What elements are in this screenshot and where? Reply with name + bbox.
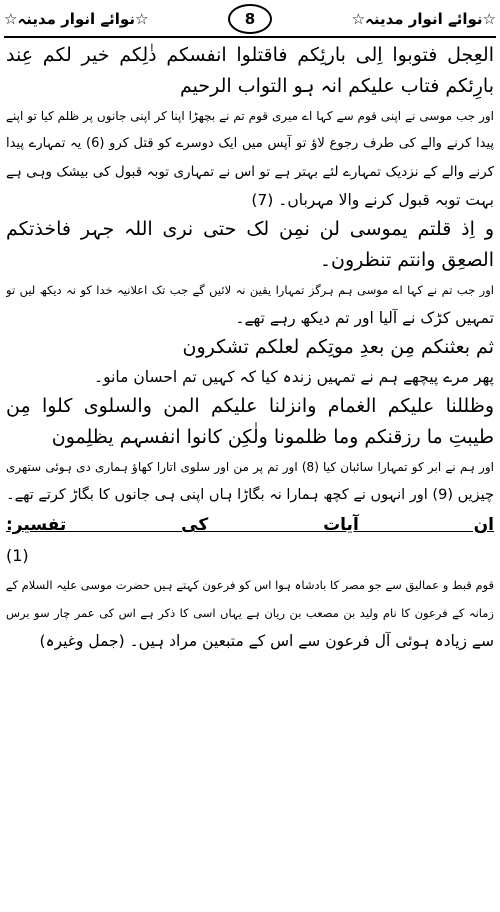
urdu-translation-line: سے زیادہ ہوئی آل فرعون سے اس کے متبعین مراد ہیں۔ (جمل وغیرہ) bbox=[39, 632, 494, 650]
urdu-translation-line: زمانہ کے فرعون کا نام ولید بن مصعب بن ریان ہے یہاں اسی کا ذکر ہے اس کی عمر چار سو برس bbox=[6, 606, 494, 620]
urdu-translation-line: چیزیں (9) اور انہوں نے کچھ ہمارا نہ بگاڑا ہاں اپنی ہی جانوں کا بگاڑ کرتے تھے۔ bbox=[6, 487, 494, 503]
arabic-verse-line: العِجل فتوبوا اِلی بارئِکم فاقتلوا انفسکم ذٰلِکم خیر لکم عِند bbox=[6, 44, 494, 66]
arabic-verse-line: ثم بعثنکم مِن بعدِ موتِکم لعلکم تشکرون bbox=[182, 336, 494, 358]
header-title-right: ☆نوائے انوار مدینہ☆ bbox=[351, 10, 496, 28]
page-number-badge bbox=[228, 4, 272, 34]
urdu-translation-line: پیدا کرنے والے کی طرف رجوع لاؤ تو آپس میں ایک دوسرے کو قتل کرو (6) یہ تمہارے پیدا bbox=[6, 136, 494, 151]
arabic-verse-line: بارِئکم فتاب علیکم انہ ہو التواب الرحیم bbox=[179, 75, 494, 97]
arabic-verse-line: و اِذ قلتم یموسی لن نمِن لک حتی نری اللہ جہر فاخذتکم bbox=[6, 218, 494, 240]
page-body bbox=[6, 40, 494, 655]
urdu-translation-line: کرنے والے کے نزدیک تمہارے لئے بہتر ہے تو اس نے تمہاری توبہ قبول کی بیشک وہی ہے bbox=[6, 164, 494, 180]
arabic-verse-line: طیبتِ ما رزقنکم وما ظلمونا ولٰکِن کانوا انفسہم یظلِمون bbox=[51, 426, 494, 448]
urdu-translation-line: اور جب تم نے کہا اے موسی ہم ہرگز تمہارا یقین نہ لائیں گے جب تک اعلانیہ خدا کو نہ دیکھ لیں تو bbox=[6, 283, 494, 297]
section-heading: ان آیات کی تفسیر: bbox=[6, 515, 494, 535]
urdu-translation-line: تمہیں کڑک نے آلیا اور تم دیکھ رہے تھے۔ bbox=[235, 309, 494, 327]
page-header bbox=[4, 4, 496, 34]
header-divider bbox=[4, 36, 496, 38]
urdu-translation-line: اور ہم نے ابر کو تمہارا سائبان کیا (8) اور تم پر من اور سلوی اتارا کھاؤ ہماری دی ہوئی ستھری bbox=[6, 460, 494, 474]
urdu-translation-line: قوم قبط و عمالیق سے جو مصر کا بادشاہ ہوا اس کو فرعون کہتے ہیں حضرت موسی علیہ السلام کے bbox=[6, 578, 494, 592]
urdu-translation-line: بہت توبہ قبول کرنے والا مہرباں۔ (7) bbox=[251, 191, 494, 209]
header-title-left: ☆نوائے انوار مدینہ☆ bbox=[4, 10, 149, 28]
arabic-verse-line: وظللنا علیکم الغمام وانزلنا علیکم المن والسلوی کلوا مِن bbox=[6, 395, 494, 417]
arabic-verse-line: الصعِق وانتم تنظرون۔ bbox=[319, 249, 494, 271]
urdu-translation-line: پھر مرے پیچھے ہم نے تمہیں زندہ کیا کہ کہیں تم احسان مانو۔ bbox=[94, 368, 494, 386]
urdu-translation-line: اور جب موسی نے اپنی قوم سے کہا اے میری قوم تم نے بچھڑا اپنا کر اپنی جانوں پر ظلم کیا تو اپنے bbox=[6, 109, 494, 123]
note-number: (1) bbox=[6, 546, 29, 565]
page-number: 8 bbox=[244, 10, 256, 28]
